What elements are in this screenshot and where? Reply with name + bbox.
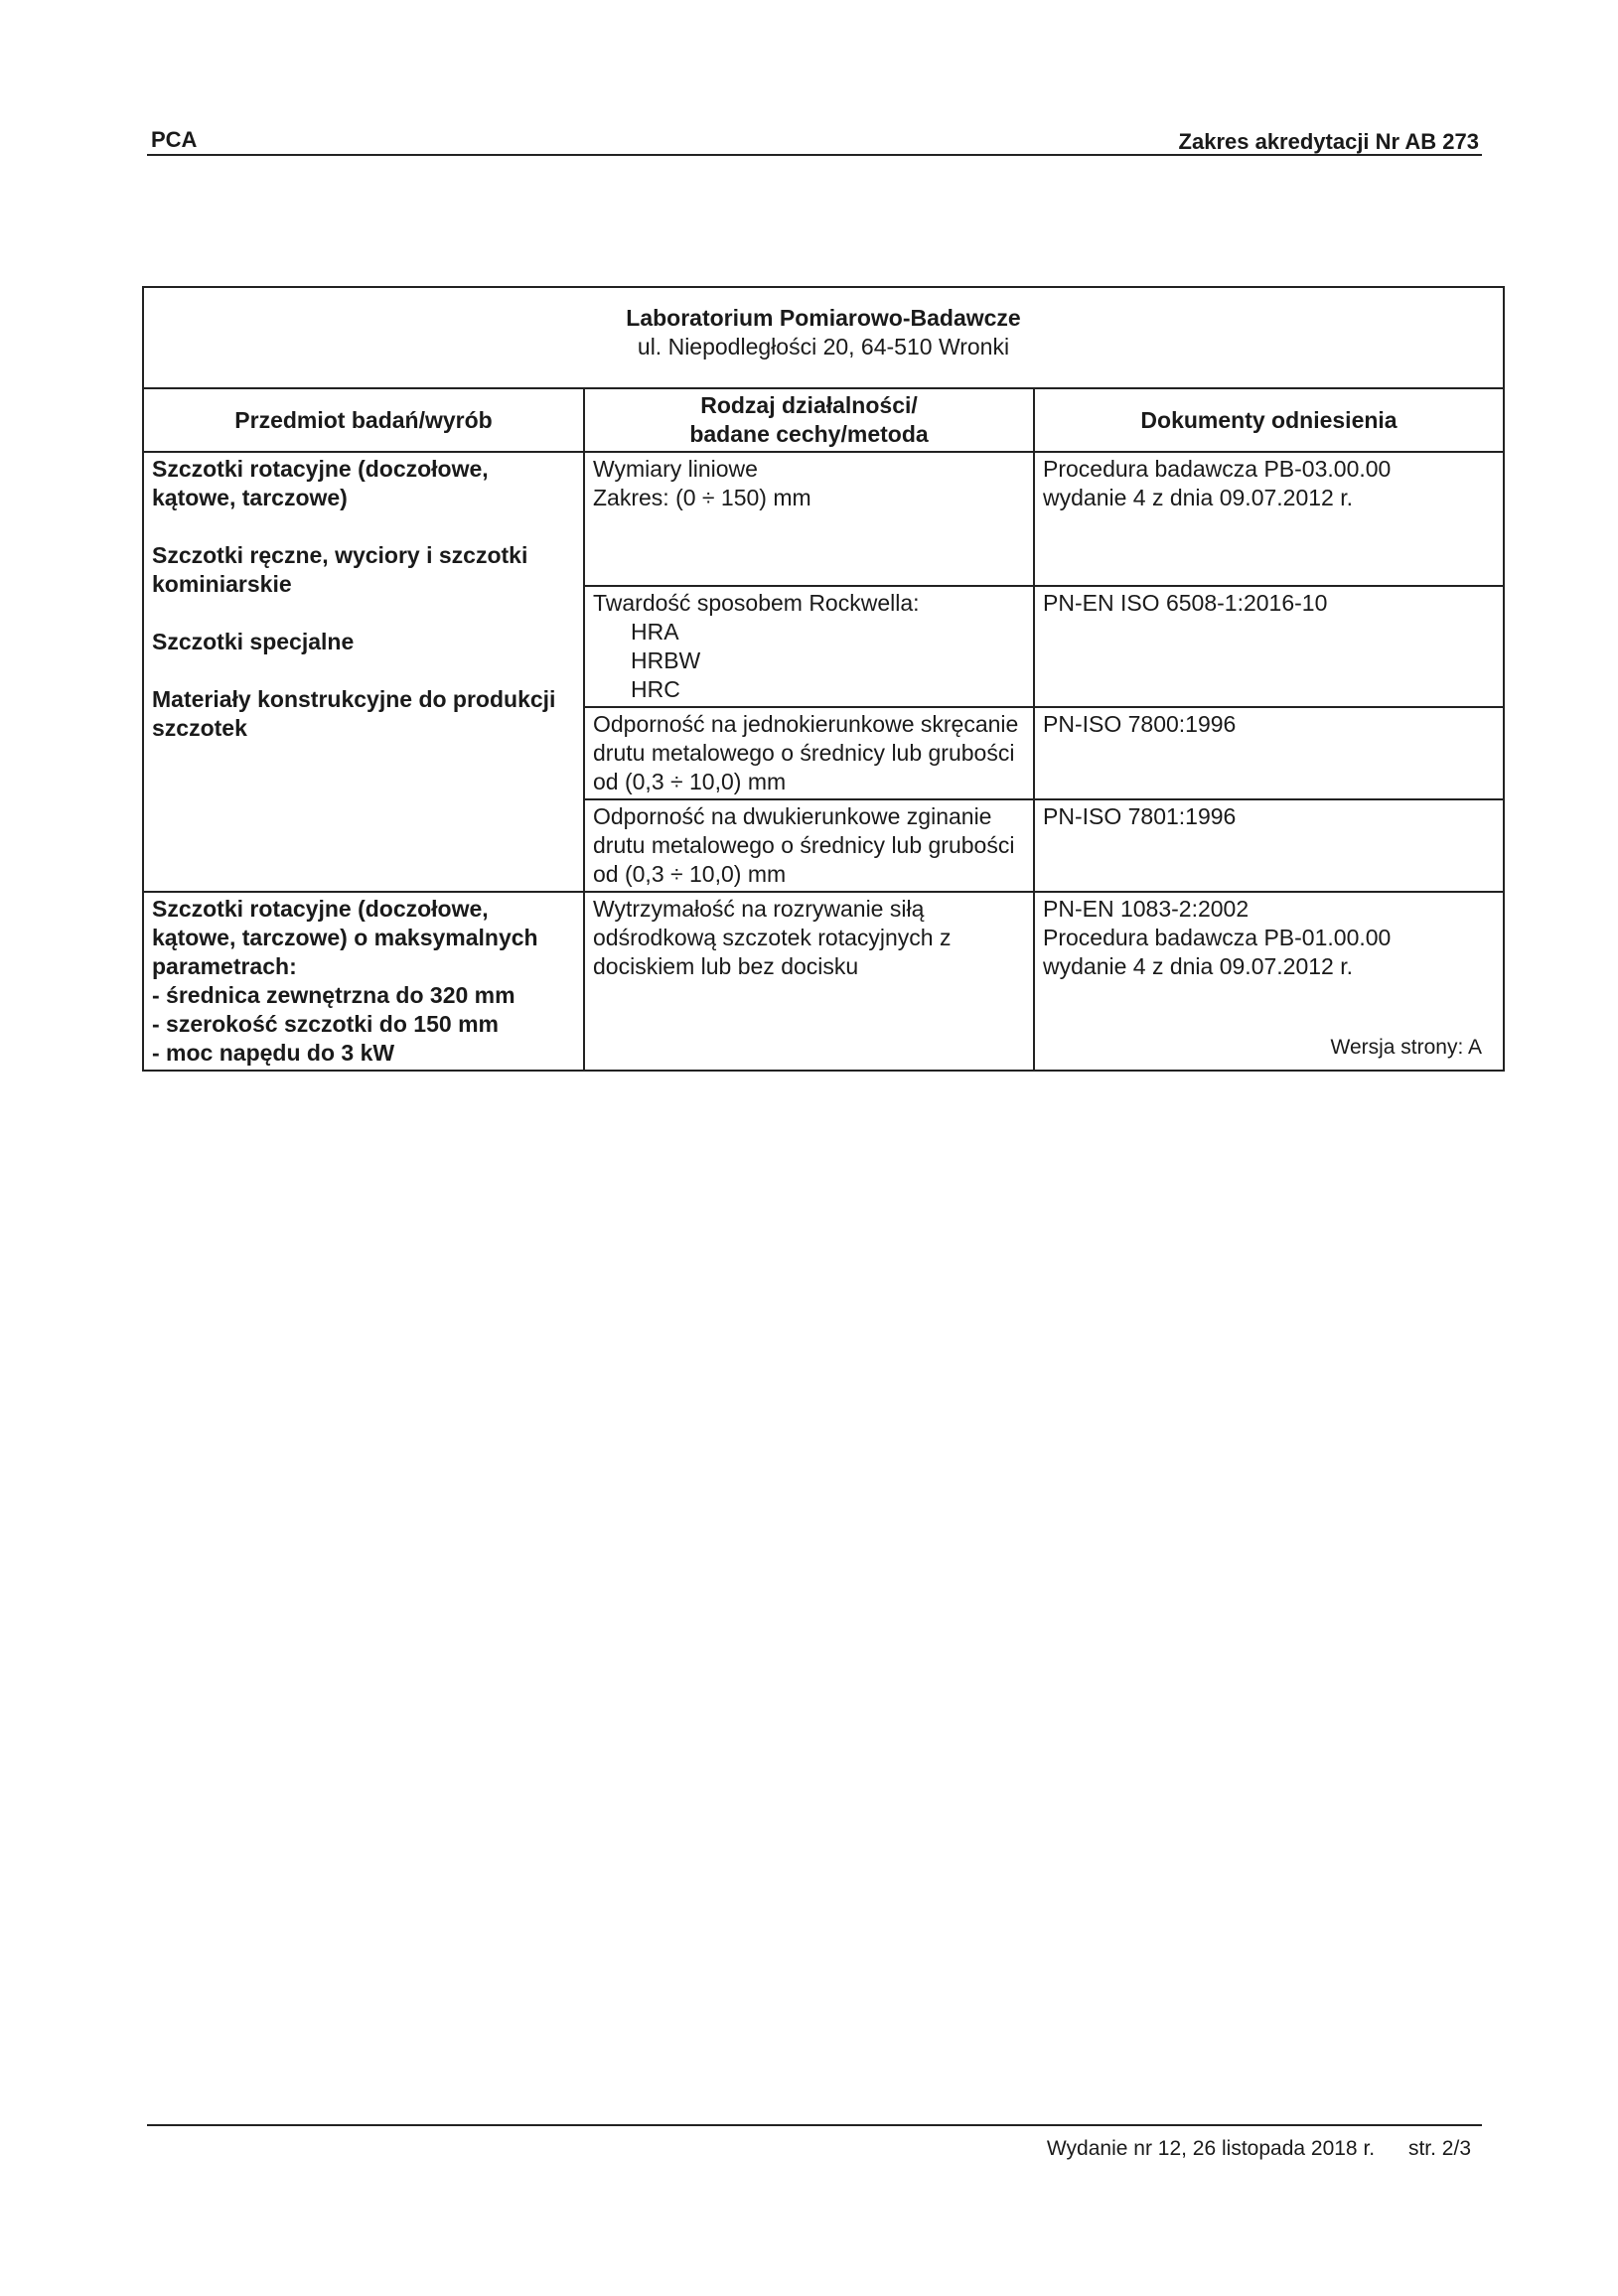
accreditation-table: [142, 286, 1505, 1072]
footer: [1019, 2137, 1471, 2161]
document-line: PN-EN 1083-2:2002: [1043, 896, 1250, 922]
footer-divider: [147, 2124, 1482, 2126]
footer-page-number: str. 2/3: [1407, 2137, 1471, 2160]
subject-item: Materiały konstrukcyjne do produkcji szczotek: [152, 686, 556, 741]
document-line: Procedura badawcza PB-03.00.00: [1043, 456, 1392, 482]
activity-line: Wymiary liniowe: [593, 456, 758, 482]
document-line: PN-EN ISO 6508-1:2016-10: [1043, 590, 1328, 616]
document-line: wydanie 4 z dnia 09.07.2012 r.: [1043, 953, 1354, 979]
document-line: PN-ISO 7800:1996: [1043, 711, 1237, 737]
lab-title-cell: [143, 287, 1504, 388]
col-header-documents: Dokumenty odniesienia: [1034, 388, 1504, 452]
activity-cell-5: [584, 892, 1034, 1071]
subject-group-1: [143, 452, 584, 892]
document-line: PN-ISO 7801:1996: [1043, 803, 1237, 829]
footer-edition: Wydanie nr 12, 26 listopada 2018 r.: [1046, 2137, 1376, 2160]
subject-group-2: [143, 892, 584, 1071]
subject-param: - szerokość szczotki do 150 mm: [152, 1011, 499, 1037]
header-left: PCA: [151, 127, 198, 152]
activity-line: Wytrzymałość na rozrywanie siłą odśrodkową szczotek rotacyjnych z dociskiem lub bez docisku: [593, 896, 952, 979]
subject-item: Szczotki specjalne: [152, 629, 355, 654]
activity-line: Zakres: (0 ÷ 150) mm: [593, 485, 811, 510]
scale-hra: HRA: [631, 619, 679, 645]
scale-hrc: HRC: [631, 676, 680, 702]
header-divider: [147, 154, 1482, 156]
lab-address: ul. Niepodległości 20, 64-510 Wronki: [637, 334, 1010, 359]
activity-line: Odporność na jednokierunkowe skręcanie drutu metalowego o średnicy lub grubości od (0,3 ÷ 10,0) mm: [593, 711, 1019, 794]
page-version: Wersja strony: A: [1330, 1036, 1482, 1059]
activity-line: Twardość sposobem Rockwella:: [593, 590, 920, 616]
scale-hrbw: HRBW: [631, 647, 701, 673]
activity-cell-2: [584, 586, 1034, 707]
subject-intro: Szczotki rotacyjne (doczołowe, kątowe, tarczowe) o maksymalnych parametrach:: [152, 896, 538, 979]
document-line: wydanie 4 z dnia 09.07.2012 r.: [1043, 485, 1354, 510]
documents-cell-2: [1034, 586, 1504, 707]
activity-cell-4: [584, 799, 1034, 892]
subject-item: Szczotki ręczne, wyciory i szczotki kominiarskie: [152, 542, 528, 597]
subject-param: - moc napędu do 3 kW: [152, 1040, 395, 1066]
subject-param: - średnica zewnętrzna do 320 mm: [152, 982, 515, 1008]
lab-name: Laboratorium Pomiarowo-Badawcze: [626, 305, 1021, 331]
document-line: Procedura badawcza PB-01.00.00: [1043, 925, 1392, 950]
col-header-activity-line2: badane cechy/metoda: [689, 421, 929, 447]
documents-cell-4: [1034, 799, 1504, 892]
header-right: Zakres akredytacji Nr AB 273: [1178, 129, 1479, 154]
col-header-activity-line1: Rodzaj działalności/: [700, 392, 918, 418]
activity-cell-1: [584, 452, 1034, 586]
documents-cell-1: [1034, 452, 1504, 586]
subject-item: Szczotki rotacyjne (doczołowe, kątowe, tarczowe): [152, 456, 489, 510]
activity-line: Odporność na dwukierunkowe zginanie drutu metalowego o średnicy lub grubości od (0,3 ÷ 10,0) mm: [593, 803, 1015, 887]
documents-cell-3: [1034, 707, 1504, 799]
activity-cell-3: [584, 707, 1034, 799]
col-header-subject: Przedmiot badań/wyrób: [143, 388, 584, 452]
col-header-activity: [584, 388, 1034, 452]
